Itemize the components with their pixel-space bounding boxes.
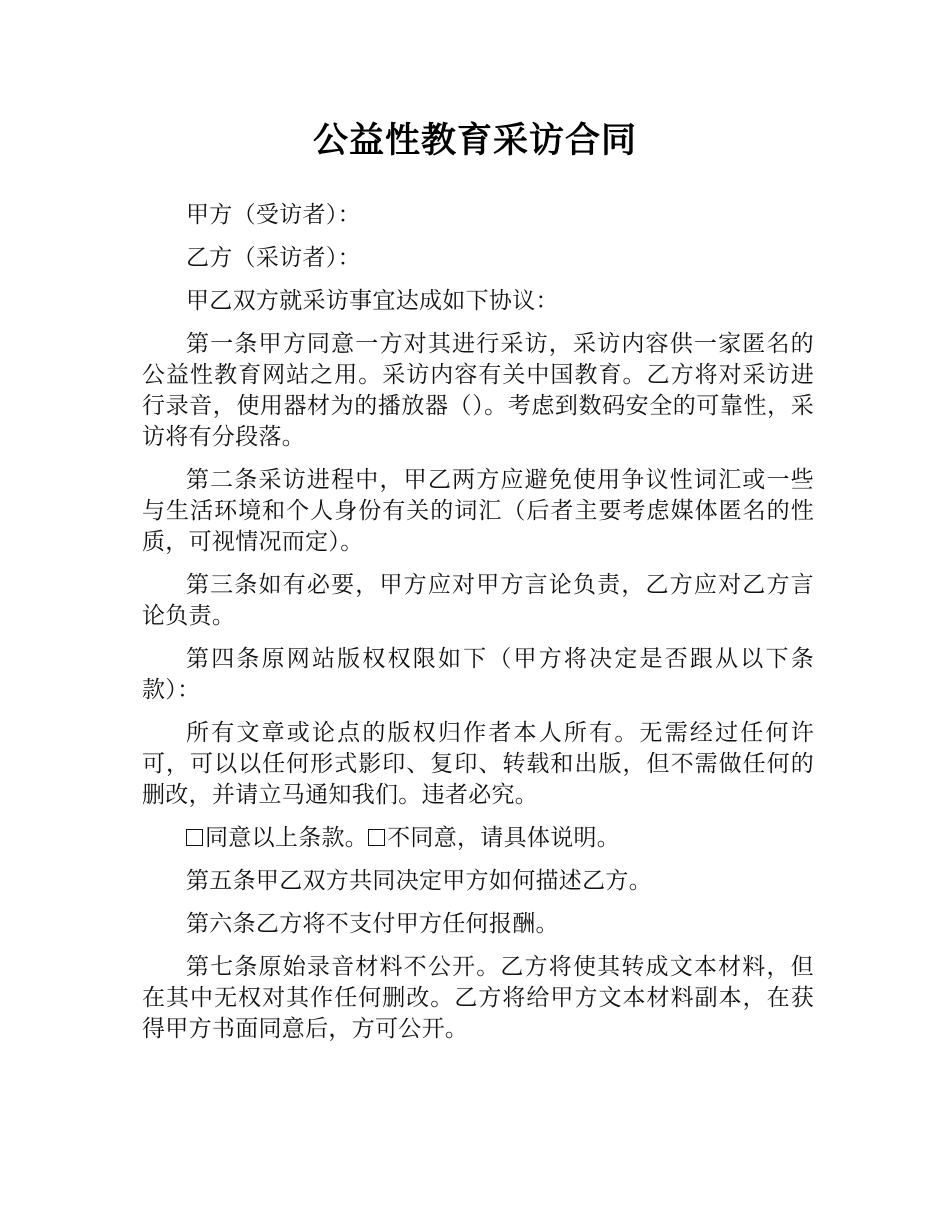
article-6: 第六条乙方将不支付甲方任何报酬。: [186, 911, 559, 937]
copyright-clause: 所有文章或论点的版权归作者本人所有。无需经过任何许可，可以以任何形式影印、复印、转载和出版，但不需做任何的删改，并请立马通知我们。违者必究。: [142, 720, 814, 808]
article-3: 第三条如有必要，甲方应对甲方言论负责，乙方应对乙方言论负责。: [142, 572, 814, 629]
agree-label: 同意以上条款。: [205, 825, 369, 851]
article-1: 第一条甲方同意一方对其进行采访，采访内容供一家匿名的公益性教育网站之用。采访内容有关中国教育。乙方将对采访进行录音，使用器材为的播放器（）。考虑到数码安全的可靠性，采访将有分段落。: [142, 331, 814, 450]
document-title: 公益性教育采访合同: [312, 121, 637, 161]
article-5: 第五条甲乙双方共同决定甲方如何描述乙方。: [186, 868, 652, 894]
agree-checkbox[interactable]: [186, 829, 203, 846]
article-4: 第四条原网站版权权限如下（甲方将决定是否跟从以下条款）：: [142, 646, 814, 703]
article-2: 第二条采访进程中，甲乙两方应避免使用争议性词汇或一些与生活环境和个人身份有关的词汇（后者主要考虑媒体匿名的性质，可视情况而定）。: [142, 467, 814, 555]
party-b-line: 乙方（采访者）：: [186, 245, 361, 271]
disagree-label: 不同意，请具体说明。: [387, 825, 621, 851]
consent-options: [142, 823, 814, 854]
agreement-intro: 甲乙双方就采访事宜达成如下协议：: [186, 288, 559, 314]
disagree-checkbox[interactable]: [368, 829, 385, 846]
document-body: [142, 200, 814, 1057]
article-7: 第七条原始录音材料不公开。乙方将使其转成文本材料，但在其中无权对其作任何删改。乙方将给甲方文本材料副本，在获得甲方书面同意后，方可公开。: [142, 954, 814, 1042]
party-a-line: 甲方（受访者）：: [186, 202, 361, 228]
